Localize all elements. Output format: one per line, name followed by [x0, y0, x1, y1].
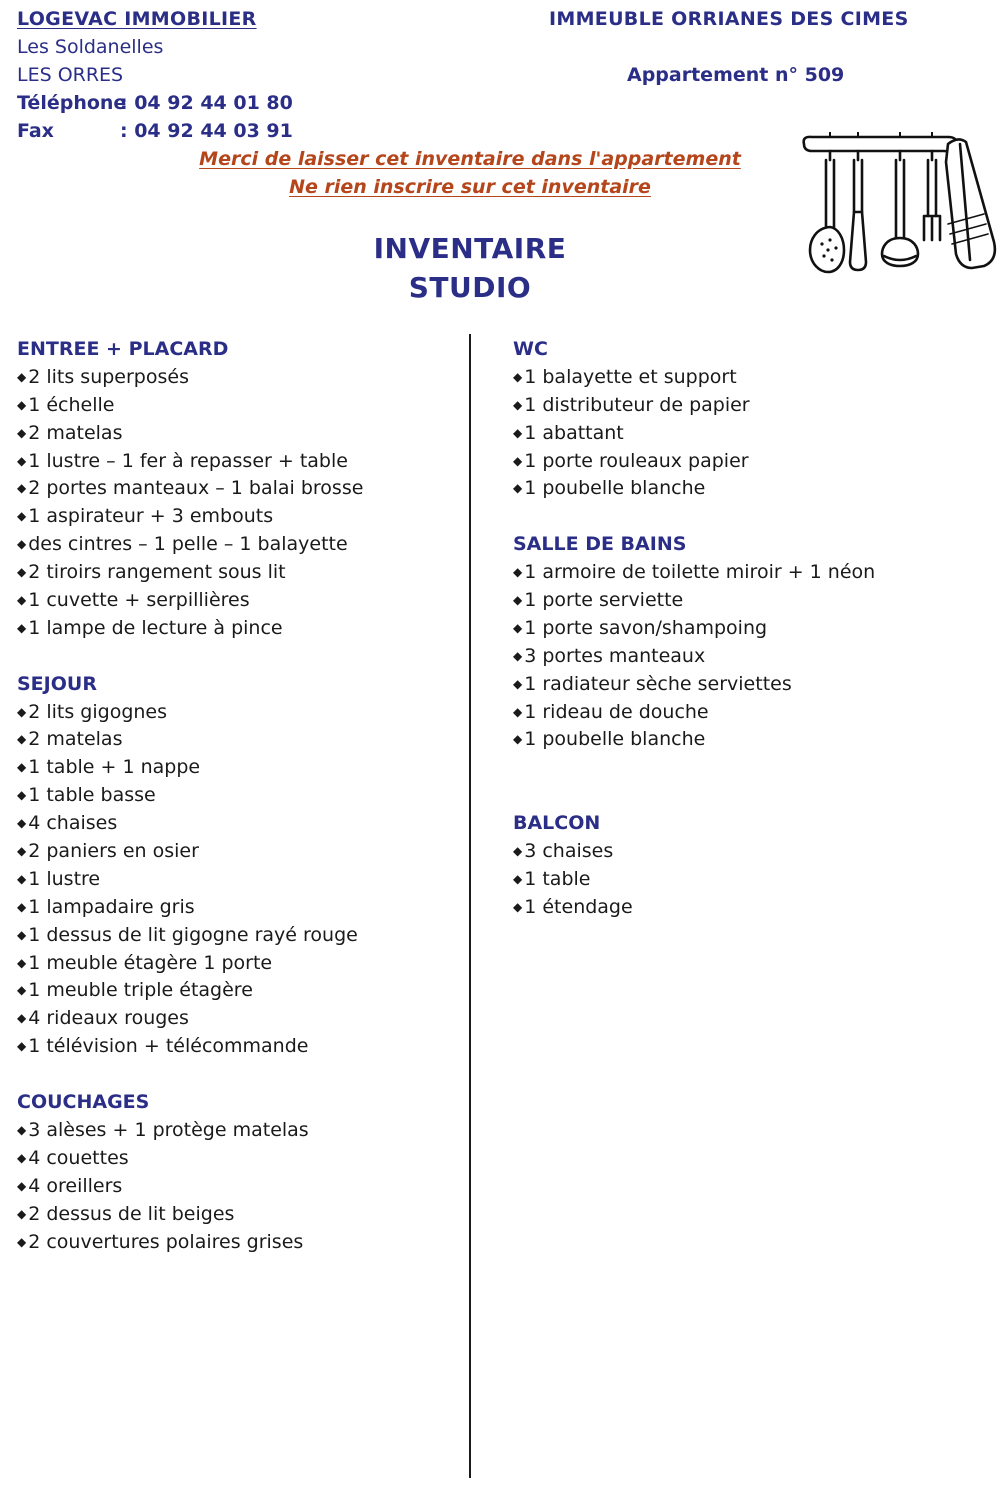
- company-name: LOGEVAC IMMOBILIER: [17, 8, 257, 30]
- bullet-icon: ◆: [513, 871, 523, 886]
- bullet-icon: ◆: [17, 704, 27, 719]
- list-item: ◆ 1 poubelle blanche: [513, 475, 983, 503]
- list-item: ◆ 1 porte rouleaux papier: [513, 448, 983, 476]
- bullet-icon: ◆: [513, 565, 523, 580]
- list-item: ◆ 3 chaises: [513, 838, 983, 866]
- bullet-icon: ◆: [17, 453, 27, 468]
- bullet-icon: ◆: [17, 1150, 27, 1165]
- section-heading: BALCON: [513, 812, 601, 835]
- list-item: ◆ 4 chaises: [17, 810, 462, 838]
- bullet-icon: ◆: [17, 509, 27, 524]
- section-spacer: [513, 754, 983, 782]
- section-balcon: [513, 810, 983, 922]
- bullet-icon: ◆: [17, 1178, 27, 1193]
- building-name: IMMEUBLE ORRIANES DES CIMES: [549, 8, 909, 30]
- bullet-icon: ◆: [513, 704, 523, 719]
- list-item: ◆ 1 porte savon/shampoing: [513, 615, 983, 643]
- list-item: ◆ 1 table + 1 nappe: [17, 754, 462, 782]
- list-item: ◆ 4 rideaux rouges: [17, 1005, 462, 1033]
- bullet-icon: ◆: [513, 899, 523, 914]
- notice-do-not-write: Ne rien inscrire sur cet inventaire: [289, 176, 651, 198]
- list-item: ◆ 2 dessus de lit beiges: [17, 1201, 462, 1229]
- bullet-icon: ◆: [17, 620, 27, 635]
- list-item: ◆ 3 portes manteaux: [513, 643, 983, 671]
- list-item: ◆ 1 échelle: [17, 392, 462, 420]
- bullet-icon: ◆: [513, 593, 523, 608]
- section-heading: SALLE DE BAINS: [513, 533, 687, 556]
- bullet-icon: ◆: [17, 397, 27, 412]
- list-item: ◆ 4 oreillers: [17, 1173, 462, 1201]
- list-item: ◆ des cintres – 1 pelle – 1 balayette: [17, 531, 462, 559]
- bullet-icon: ◆: [17, 871, 27, 886]
- section-couchages: [17, 1089, 462, 1256]
- bullet-icon: ◆: [513, 425, 523, 440]
- bullet-icon: ◆: [17, 593, 27, 608]
- phone-label: Téléphone: [17, 92, 127, 114]
- list-item: ◆ 1 lampe de lecture à pince: [17, 615, 462, 643]
- bullet-icon: ◆: [513, 732, 523, 747]
- phone-row: [17, 92, 293, 114]
- list-item: ◆ 1 balayette et support: [513, 364, 983, 392]
- list-item: ◆ 2 couvertures polaires grises: [17, 1229, 462, 1257]
- bullet-icon: ◆: [17, 537, 27, 552]
- list-item: ◆ 2 lits superposés: [17, 364, 462, 392]
- list-item: ◆ 2 tiroirs rangement sous lit: [17, 559, 462, 587]
- bullet-icon: ◆: [17, 1039, 27, 1054]
- list-item: ◆ 4 couettes: [17, 1145, 462, 1173]
- section-heading: COUCHAGES: [17, 1091, 150, 1114]
- bullet-icon: ◆: [513, 648, 523, 663]
- bullet-icon: ◆: [17, 481, 27, 496]
- section-heading: ENTREE + PLACARD: [17, 338, 229, 360]
- bullet-icon: ◆: [17, 1206, 27, 1221]
- list-item: ◆ 1 porte serviette: [513, 587, 983, 615]
- list-item: ◆ 1 meuble triple étagère: [17, 977, 462, 1005]
- bullet-icon: ◆: [513, 369, 523, 384]
- kitchen-utensils-icon: [798, 132, 1000, 282]
- list-item: ◆ 2 portes manteaux – 1 balai brosse: [17, 475, 462, 503]
- bullet-icon: ◆: [17, 369, 27, 384]
- address-line-2: LES ORRES: [17, 64, 124, 86]
- bullet-icon: ◆: [513, 481, 523, 496]
- bullet-icon: ◆: [17, 425, 27, 440]
- list-item: ◆ 1 distributeur de papier: [513, 392, 983, 420]
- right-inventory-column: [513, 336, 983, 950]
- list-item: ◆ 2 paniers en osier: [17, 838, 462, 866]
- section-sejour: [17, 671, 462, 1061]
- bullet-icon: ◆: [17, 788, 27, 803]
- list-item: ◆ 1 télévision + télécommande: [17, 1033, 462, 1061]
- bullet-icon: ◆: [17, 844, 27, 859]
- bullet-icon: ◆: [17, 816, 27, 831]
- list-item: ◆ 2 matelas: [17, 420, 462, 448]
- bullet-icon: ◆: [17, 1011, 27, 1026]
- bullet-icon: ◆: [17, 760, 27, 775]
- bullet-icon: ◆: [17, 983, 27, 998]
- address-line-1: Les Soldanelles: [17, 36, 164, 58]
- bullet-icon: ◆: [17, 955, 27, 970]
- list-item: ◆ 2 lits gigognes: [17, 699, 462, 727]
- list-item: ◆ 1 lustre – 1 fer à repasser + table: [17, 448, 462, 476]
- column-divider: [469, 334, 471, 1478]
- section-entree-placard: [17, 336, 462, 643]
- bullet-icon: ◆: [513, 676, 523, 691]
- list-item: ◆ 2 matelas: [17, 726, 462, 754]
- fax-row: [17, 120, 293, 142]
- list-item: ◆ 1 lustre: [17, 866, 462, 894]
- list-item: ◆ 1 armoire de toilette miroir + 1 néon: [513, 559, 983, 587]
- list-item: ◆ 1 rideau de douche: [513, 699, 983, 727]
- list-item: ◆ 1 table: [513, 866, 983, 894]
- list-item: ◆ 1 aspirateur + 3 embouts: [17, 503, 462, 531]
- bullet-icon: ◆: [17, 1122, 27, 1137]
- list-item: ◆ 1 dessus de lit gigogne rayé rouge: [17, 922, 462, 950]
- section-wc: [513, 336, 983, 503]
- list-item: ◆ 1 cuvette + serpillières: [17, 587, 462, 615]
- section-heading: WC: [513, 338, 548, 360]
- list-item: ◆ 1 table basse: [17, 782, 462, 810]
- list-item: ◆ 1 étendage: [513, 894, 983, 922]
- bullet-icon: ◆: [17, 899, 27, 914]
- list-item: ◆ 1 radiateur sèche serviettes: [513, 671, 983, 699]
- list-item: ◆ 1 lampadaire gris: [17, 894, 462, 922]
- list-item: ◆ 1 poubelle blanche: [513, 726, 983, 754]
- list-item: ◆ 1 meuble étagère 1 porte: [17, 950, 462, 978]
- bullet-icon: ◆: [513, 397, 523, 412]
- bullet-icon: ◆: [513, 453, 523, 468]
- fax-value: : 04 92 44 03 91: [120, 120, 293, 142]
- document-title: INVENTAIRE: [373, 232, 567, 265]
- bullet-icon: ◆: [513, 844, 523, 859]
- bullet-icon: ◆: [513, 620, 523, 635]
- section-heading: SEJOUR: [17, 672, 97, 695]
- bullet-icon: ◆: [17, 1234, 27, 1249]
- bullet-icon: ◆: [17, 565, 27, 580]
- phone-value: : 04 92 44 01 80: [120, 92, 293, 114]
- bullet-icon: ◆: [17, 927, 27, 942]
- section-salle-de-bains: [513, 531, 983, 782]
- apartment-number: Appartement n° 509: [627, 64, 845, 86]
- bullet-icon: ◆: [17, 732, 27, 747]
- list-item: ◆ 1 abattant: [513, 420, 983, 448]
- left-inventory-column: [17, 336, 462, 1284]
- notice-leave-inventory: Merci de laisser cet inventaire dans l'appartement: [199, 148, 741, 170]
- list-item: ◆ 3 alèses + 1 protège matelas: [17, 1117, 462, 1145]
- fax-label: Fax: [17, 120, 54, 142]
- document-subtitle: STUDIO: [408, 271, 532, 304]
